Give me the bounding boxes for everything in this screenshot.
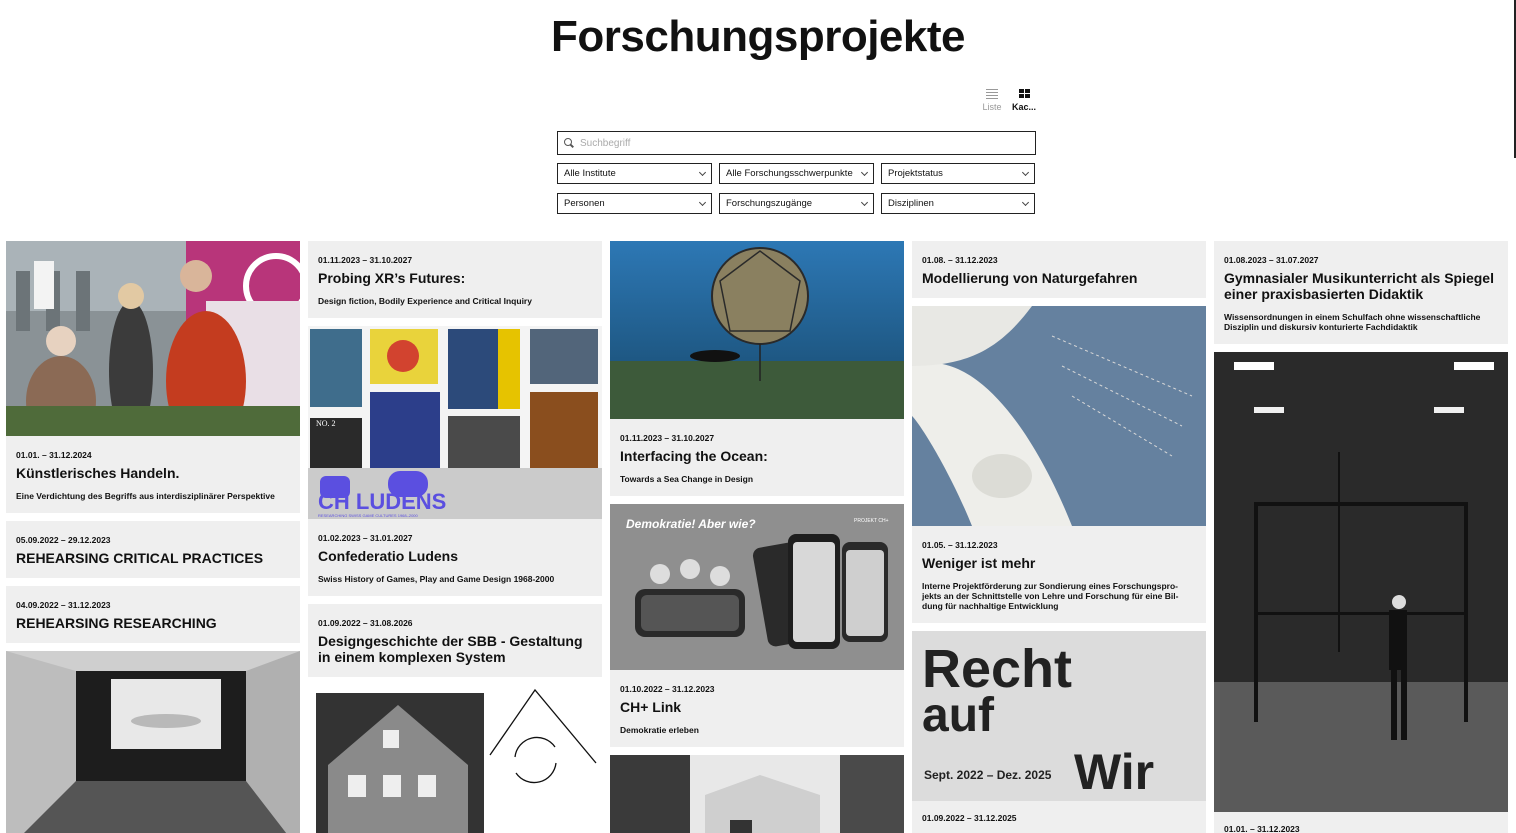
project-title: Künstlerisches Handeln. (16, 465, 180, 481)
project-card-house[interactable] (308, 685, 602, 833)
filter-projektstatus-label: Projektstatus (888, 168, 943, 179)
project-subtitle: Demokratie erleben (620, 725, 699, 735)
project-image-gallery (6, 651, 300, 833)
project-date: 05.09.2022 – 29.12.2023 (16, 535, 111, 545)
project-subtitle: Towards a Sea Change in Design (620, 474, 754, 484)
recht-dates: Sept. 2022 – Dez. 2025 (924, 768, 1052, 782)
recht-auf-wir-poster (912, 631, 1206, 801)
view-list-label: Liste (982, 102, 1002, 112)
project-title: Designgeschichte der SBB - Gestaltung in einem komplexen System (318, 633, 583, 665)
svg-text:NO. 2: NO. 2 (316, 419, 336, 428)
ludens-tagline: RESEARCHING SWISS GAME CULTURES 1968–2000 (318, 513, 418, 518)
gallery-photo (6, 651, 300, 833)
project-subtitle: Eine Verdichtung des Begriffs aus interdisziplinärer Perspektive (16, 491, 275, 501)
project-date: 01.01. – 31.12.2024 (16, 450, 92, 460)
filter-institute[interactable] (557, 163, 712, 184)
project-card-sbb[interactable] (308, 604, 602, 677)
project-date: 01.10.2022 – 31.12.2023 (620, 684, 715, 694)
recht-line3: Wir (1074, 744, 1155, 800)
filter-institute-label: Alle Institute (564, 168, 616, 179)
filter-disziplinen[interactable] (881, 193, 1035, 214)
page-title: Forschungsprojekte (551, 12, 965, 61)
chevron-down-icon (1022, 198, 1029, 205)
project-image-ocean (610, 241, 904, 419)
filter-personen[interactable] (557, 193, 712, 214)
project-card-weniger-ist-mehr[interactable] (912, 306, 1206, 623)
chevron-down-icon (699, 168, 706, 175)
view-toggle (978, 88, 1038, 112)
project-subtitle: Wissensordnungen in einem Schulfach ohne wissenschaftliche Disziplin und diskursiv konturierte Fachdidaktik (1224, 312, 1481, 332)
project-title: Gymnasialer Musikunterricht als Spiegel einer praxisbasierten Didaktik (1224, 270, 1494, 302)
grid-column-4 (912, 241, 1206, 833)
project-card-confederatio-ludens[interactable] (308, 326, 602, 596)
grid-column-2 (308, 241, 602, 833)
protest-photo (6, 241, 300, 436)
grid-column-5 (1214, 241, 1508, 833)
project-date: 01.09.2022 – 31.08.2026 (318, 618, 413, 628)
game-covers-collage (308, 326, 602, 519)
project-date: 01.08.2023 – 31.07.2027 (1224, 255, 1319, 265)
chevron-down-icon (699, 198, 706, 205)
chevron-down-icon (861, 198, 868, 205)
filter-forschungszugaenge[interactable] (719, 193, 874, 214)
project-image-recht-auf-wir (912, 631, 1206, 801)
project-title: Probing XR’s Futures: (318, 270, 466, 286)
project-date: 01.05. – 31.12.2023 (922, 540, 998, 550)
project-card-probing-xr[interactable] (308, 241, 602, 318)
filter-forschungszugaenge-label: Forschungszugänge (726, 198, 813, 209)
project-date: 01.02.2023 – 31.01.2027 (318, 533, 413, 543)
filter-personen-label: Personen (564, 198, 605, 209)
project-card-stage[interactable] (1214, 352, 1508, 833)
filter-schwerpunkte-label: Alle Forschungsschwerpunkte (726, 168, 853, 179)
project-subtitle: Design fiction, Bodily Experience and Critical Inquiry (318, 296, 532, 306)
view-tiles-button[interactable] (1010, 88, 1038, 112)
list-icon (986, 88, 998, 99)
project-title: Interfacing the Ocean: (620, 448, 768, 464)
view-tiles-label: Kac... (1011, 102, 1036, 112)
project-card-rehearsing-researching[interactable] (6, 586, 300, 643)
project-image-house (308, 685, 602, 833)
search-input[interactable] (580, 138, 1020, 149)
filter-projektstatus[interactable] (881, 163, 1035, 184)
project-subtitle: Swiss History of Games, Play and Game Design 1968-2000 (318, 574, 555, 584)
project-card-naturgefahren[interactable] (912, 241, 1206, 298)
tiles-icon (1018, 88, 1030, 99)
chlink-heading: Demokratie! Aber wie? (626, 517, 756, 531)
chevron-down-icon (861, 168, 868, 175)
project-image-denim (912, 306, 1206, 526)
project-date: 01.09.2022 – 31.12.2025 (922, 813, 1017, 823)
project-date: 01.11.2023 – 31.10.2027 (620, 433, 715, 443)
project-title: REHEARSING CRITICAL PRACTICES (16, 550, 264, 566)
recht-line2: auf (922, 689, 994, 742)
search-icon (564, 138, 574, 148)
project-title: Confederatio Ludens (318, 548, 459, 564)
denim-photo (912, 306, 1206, 526)
grid-column-1 (6, 241, 300, 833)
project-title: Modellierung von Naturgefahren (922, 270, 1138, 286)
chlink-app-image (610, 504, 904, 670)
grid-column-3 (610, 241, 904, 833)
building-photo (610, 755, 904, 833)
recht-line1: Recht (922, 639, 1073, 699)
project-image-ludens (308, 326, 602, 519)
project-date: 01.01. – 31.12.2023 (1224, 824, 1300, 833)
project-image-building (610, 755, 904, 833)
project-card-kuenstlerisches-handeln[interactable] (6, 241, 300, 513)
chlink-badge: PROJEKT CH+ (854, 518, 889, 524)
filter-bar (557, 163, 1036, 214)
project-card-gallery[interactable] (6, 651, 300, 833)
project-date: 01.11.2023 – 31.10.2027 (318, 255, 413, 265)
stage-performance-photo (1214, 352, 1508, 812)
project-card-recht-auf-wir[interactable] (912, 631, 1206, 833)
project-date: 01.08. – 31.12.2023 (922, 255, 998, 265)
project-card-building[interactable] (610, 755, 904, 833)
project-grid (6, 241, 1508, 833)
project-subtitle: Interne Projektförderung zur Sondierung eines Forschungspro-jekts an der Schnittstelle von Lehre und Forschung für eine Bil-dung für nachhaltige Entwicklung (922, 581, 1179, 611)
filter-schwerpunkte[interactable] (719, 163, 874, 184)
house-diagram-image (308, 685, 602, 833)
project-card-ch-link[interactable] (610, 504, 904, 747)
project-card-musikunterricht[interactable] (1214, 241, 1508, 344)
underwater-photo (610, 241, 904, 419)
chevron-down-icon (1022, 168, 1029, 175)
project-date: 04.09.2022 – 31.12.2023 (16, 600, 111, 610)
project-title: REHEARSING RESEARCHING (16, 615, 217, 631)
filter-disziplinen-label: Disziplinen (888, 198, 934, 209)
search-bar (557, 131, 1036, 155)
project-title: Weniger ist mehr (922, 555, 1036, 571)
ludens-logo: CH LUDENS (318, 489, 447, 514)
project-card-interfacing-ocean[interactable] (610, 241, 904, 496)
view-list-button[interactable] (978, 88, 1006, 112)
project-image-chlink (610, 504, 904, 670)
project-title: CH+ Link (620, 699, 682, 715)
project-image-protest (6, 241, 300, 436)
project-card-rehearsing-critical-practices[interactable] (6, 521, 300, 578)
project-image-stage (1214, 352, 1508, 812)
